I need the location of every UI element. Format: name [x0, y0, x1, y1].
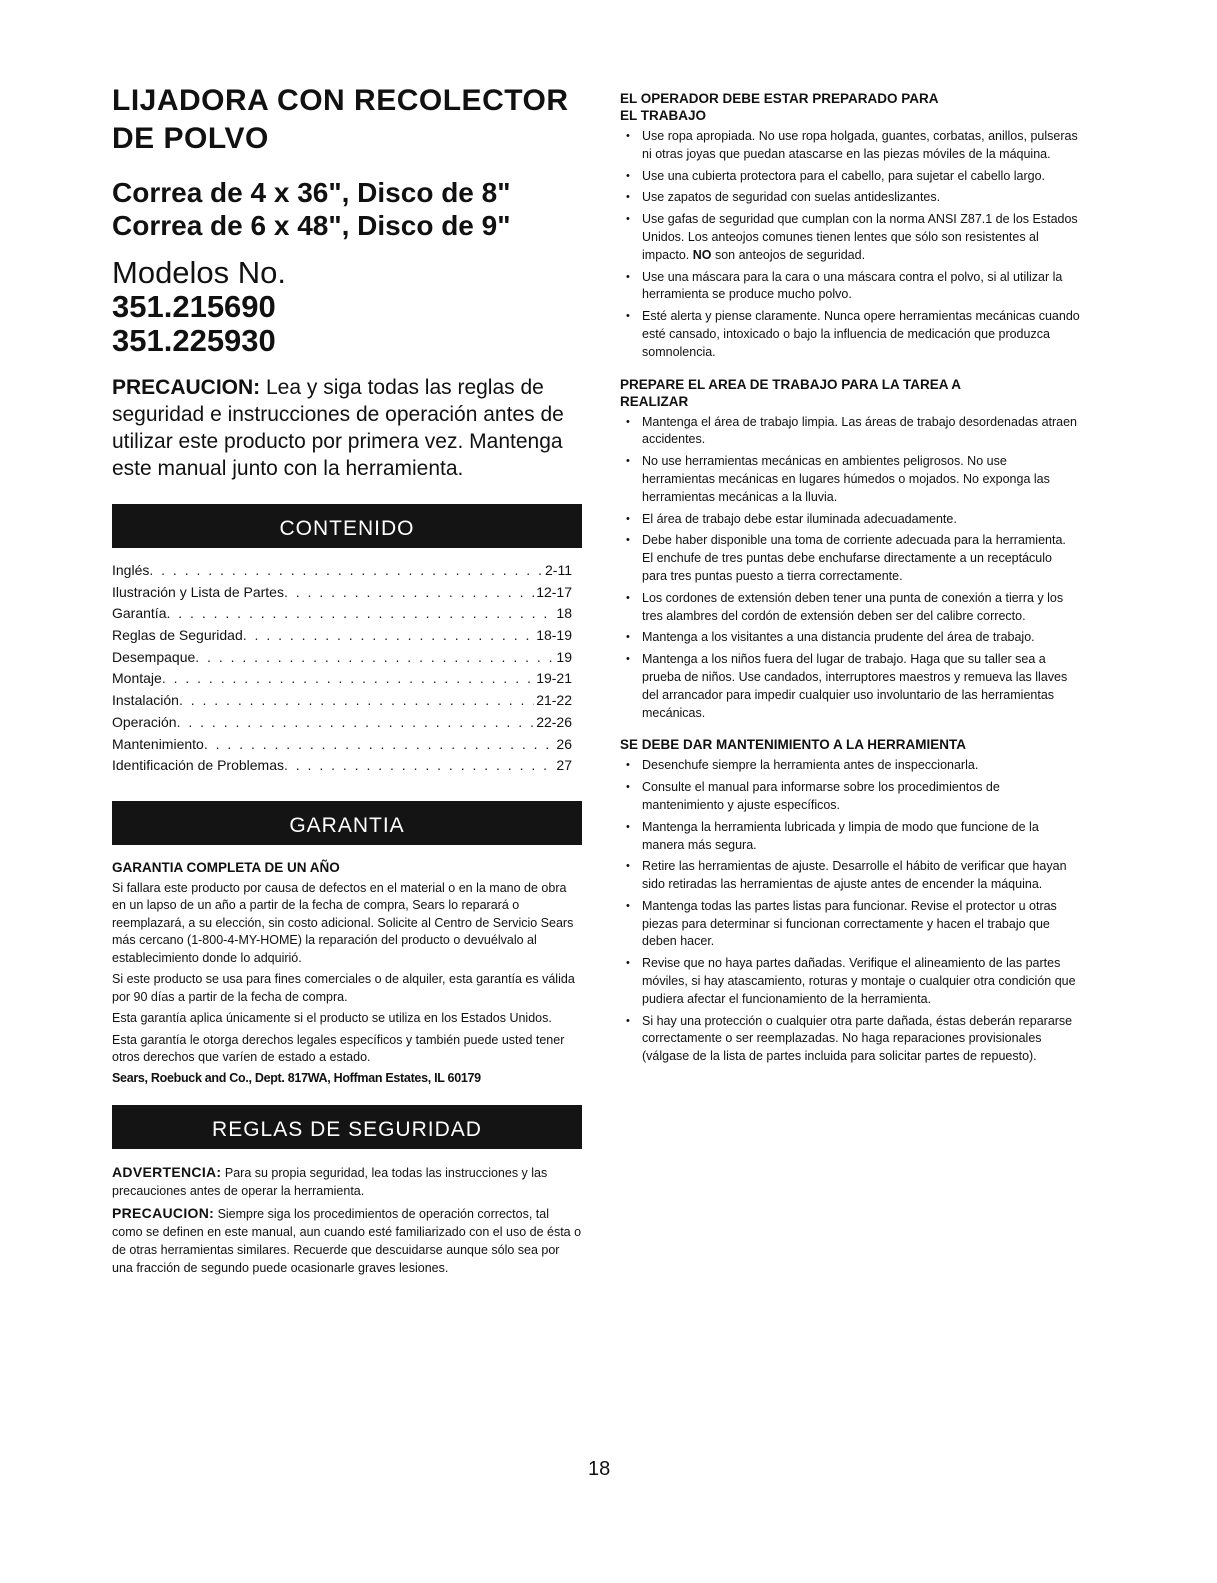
warranty-paragraph: Esta garantía aplica únicamente si el producto se utiliza en los Estados Unidos.	[112, 1011, 552, 1026]
models-label: Modelos No.	[112, 255, 287, 290]
document-title-line-1: LIJADORA CON RECOLECTOR	[112, 84, 569, 117]
list-item-text: Use una máscara para la cara o una máscara contra el polvo, si al utilizar la herramienta se produce mucho polvo.	[642, 269, 1063, 302]
work-area-heading-line-1: PREPARE EL AREA DE TRABAJO PARA LA TAREA A	[620, 376, 962, 392]
contents-item-label: Desempaque	[112, 648, 196, 665]
list-item-text: Use gafas de seguridad que cumplan con la norma ANSI Z87.1 de los Estados Unidos. Los anteojos comunes tienen lentes que sólo son resistentes al impacto.	[642, 212, 1078, 262]
maintenance-rules-list	[620, 757, 1080, 1066]
list-item	[620, 168, 1080, 186]
right-column	[620, 90, 1080, 1070]
safety-caution	[112, 1204, 582, 1277]
list-item	[620, 308, 1080, 361]
list-item-emphasis: NO	[692, 247, 712, 262]
contents-item	[112, 647, 572, 669]
contents-item-label: Inglés	[112, 562, 150, 578]
list-item: • Consulte el manual para informarse sobre los procedimientos de mantenimiento y ajuste específicos.	[620, 779, 1080, 815]
left-column	[112, 82, 582, 1277]
contents-item-label: Reglas de Seguridad	[112, 627, 243, 644]
list-item	[620, 269, 1080, 305]
subtitle-line-2: Correa de 6 x 48", Disco de 9"	[112, 210, 511, 241]
contents-item	[112, 603, 572, 625]
list-item	[620, 189, 1080, 207]
list-item	[620, 211, 1080, 264]
contents-item-label: Ilustración y Lista de Partes	[112, 583, 284, 600]
warranty-paragraph: Si este producto se usa para fines comerciales o de alquiler, esta garantía es válida por 90 días a partir de la fecha de compra.	[112, 972, 575, 1004]
caution-text: Lea y siga todas las reglas de seguridad e instrucciones de operación antes de utilizar este producto por primera vez. Mantenga este manual junto con la herramienta.	[112, 376, 564, 480]
contents-item-page: 19-21	[536, 670, 572, 687]
contents-leader-dots	[284, 582, 534, 604]
contents-item-label: Instalación	[112, 692, 179, 709]
contents-item-label: Mantenimiento	[112, 735, 204, 752]
list-item: • Mantenga la herramienta lubricada y limpia de modo que funcione de la manera más segura.	[620, 819, 1080, 855]
sears-address: Sears, Roebuck and Co., Dept. 817WA, Hoffman Estates, IL 60179	[112, 1070, 481, 1085]
contents-item	[112, 668, 572, 690]
caution-keyword: PRECAUCION:	[112, 376, 261, 399]
contents-item	[112, 734, 572, 756]
caution-text: Siempre siga los procedimientos de operación correctos, tal como se definen en este manual, aun cuando esté familiarizado con el uso de ésta o de otras herramientas similares. Recuerde que descuidarse aunque sólo sea por una fracción de segundo puede ocasionarle graves lesiones.	[112, 1206, 582, 1275]
contents-item-label: Operación	[112, 713, 177, 730]
warranty-heading-band: GARANTIA	[112, 801, 582, 845]
maintenance-heading: SE DEBE DAR MANTENIMIENTO A LA HERRAMIENTA	[620, 737, 967, 753]
work-area-rules-list	[620, 414, 1080, 723]
contents-leader-dots	[204, 734, 555, 756]
list-item: • Revise que no haya partes dañadas. Verifique el alineamiento de las partes móviles, si hay atascamiento, roturas y montaje o cualquier otra condición que pudiera afectar el funcionamiento de la herramienta.	[620, 955, 1080, 1008]
list-item-text: son anteojos de seguridad.	[711, 247, 866, 262]
contents-item-page: 2-11	[545, 562, 572, 578]
list-item: • El área de trabajo debe estar iluminada adecuadamente.	[620, 511, 1080, 529]
operator-heading-line-2: EL TRABAJO	[620, 108, 707, 123]
contents-leader-dots	[179, 690, 534, 712]
model-number-1: 351.215690	[112, 289, 276, 324]
contents-item	[112, 560, 572, 582]
caution-keyword: PRECAUCION:	[112, 1204, 215, 1221]
list-item: • Retire las herramientas de ajuste. Desarrolle el hábito de verificar que hayan sido retiradas las herramientas de ajuste antes de encender la máquina.	[620, 858, 1080, 894]
contents-item-page: 12-17	[536, 583, 572, 600]
document-title-line-2: DE POLVO	[112, 122, 269, 155]
list-item: • Debe haber disponible una toma de corriente adecuada para la herramienta. El enchufe de tres puntas debe enchufarse directamente a un receptáculo para tres puntas puesto a tierra correctamente.	[620, 532, 1080, 585]
contents-leader-dots	[177, 712, 535, 734]
safety-heading-band: REGLAS DE SEGURIDAD	[112, 1105, 582, 1149]
list-item: • Mantenga a los niños fuera del lugar de trabajo. Haga que su taller sea a prueba de niños. Use candados, interruptores maestros y remueva las llaves del arrancador para impedir cualquier uso involuntario de las herramientas mecánicas.	[620, 651, 1080, 722]
list-item: • Mantenga el área de trabajo limpia. Las áreas de trabajo desordenadas atraen accidentes.	[620, 414, 1080, 450]
contents-list	[112, 560, 572, 777]
contents-leader-dots	[162, 668, 534, 690]
list-item-text: Use ropa apropiada. No use ropa holgada, guantes, corbatas, anillos, pulseras ni otras joyas que puedan atascarse en las piezas móviles de la máquina.	[642, 129, 1078, 161]
subtitle-line-1: Correa de 4 x 36", Disco de 8"	[112, 177, 511, 208]
model-number-2: 351.225930	[112, 323, 276, 358]
contents-leader-dots	[284, 755, 554, 777]
contents-leader-dots	[149, 560, 543, 582]
contents-item-page: 21-22	[536, 692, 572, 709]
list-item: • No use herramientas mecánicas en ambientes peligrosos. No use herramientas mecánicas en lugares húmedos o mojados. No exponga las herramientas mecánicas a la lluvia.	[620, 453, 1080, 506]
contents-item	[112, 625, 572, 647]
warranty-paragraph: Si fallara este producto por causa de defectos en el material o en la mano de obra en un lapso de un año a partir de la fecha de compra, Sears lo reparará o reemplazará, a su elección, sin costo adicional. Solicite al Centro de Servicio Sears más cercano (1-800-4-MY-HOME) la reparación del producto o devuélvalo al establecimiento donde lo adquirió.	[112, 880, 574, 965]
list-item: • Si hay una protección o cualquier otra parte dañada, éstas deberán repararse correctamente o ser reemplazadas. No haga reparaciones provisionales (válgase de la lista de partes incluida para solicitar partes de repuesto).	[620, 1013, 1080, 1066]
contents-item-label: Garantía	[112, 605, 167, 622]
list-item	[620, 128, 1080, 164]
contents-item-label: Identificación de Problemas	[112, 757, 284, 774]
contents-item-page: 18	[556, 605, 572, 622]
contents-item	[112, 582, 572, 604]
contents-leader-dots	[243, 625, 534, 647]
contents-item-page: 18-19	[536, 627, 572, 644]
list-item-text: Use zapatos de seguridad con suelas antideslizantes.	[642, 190, 941, 205]
contents-item	[112, 712, 572, 734]
warning-keyword: ADVERTENCIA:	[112, 1163, 222, 1180]
contents-item-page: 26	[556, 735, 572, 752]
contents-item	[112, 755, 572, 777]
work-area-heading-line-2: REALIZAR	[620, 393, 689, 409]
contents-item-page: 19	[556, 648, 572, 665]
operator-rules-list	[620, 128, 1080, 362]
contents-item-page: 27	[556, 757, 572, 774]
operator-heading-line-1: EL OPERADOR DEBE ESTAR PREPARADO PARA	[620, 91, 939, 106]
contents-item-label: Montaje	[112, 670, 162, 687]
list-item-text: Use una cubierta protectora para el cabello, para sujetar el cabello largo.	[642, 168, 1046, 183]
contents-heading-band: CONTENIDO	[112, 504, 582, 548]
list-item: • Mantenga todas las partes listas para funcionar. Revise el protector u otras piezas para determinar si funcionan correctamente y hacen el trabajo que deben hacer.	[620, 898, 1080, 951]
warranty-subheading: GARANTIA COMPLETA DE UN AÑO	[112, 859, 340, 875]
contents-leader-dots	[166, 603, 554, 625]
contents-leader-dots	[195, 647, 554, 669]
contents-item-page: 22-26	[536, 713, 572, 730]
list-item-text: Esté alerta y piense claramente. Nunca opere herramientas mecánicas cuando esté cansado, intoxicado o bajo la influencia de medicación que produzca somnolencia.	[642, 309, 1080, 359]
list-item: • Desenchufe siempre la herramienta antes de inspeccionarla.	[620, 757, 1080, 775]
list-item: • Los cordones de extensión deben tener una punta de conexión a tierra y los tres alambres del cordón de extensión deben ser del calibre correcto.	[620, 590, 1080, 626]
warranty-paragraph: Esta garantía le otorga derechos legales específicos y también puede usted tener otros derechos que varíen de estado a estado.	[112, 1032, 565, 1065]
page-number: 18	[588, 1458, 611, 1480]
caution-intro	[112, 374, 582, 482]
warning-text: Para su propia seguridad, lea todas las instrucciones y las precauciones antes de operar la herramienta.	[112, 1165, 548, 1198]
list-item: • Mantenga a los visitantes a una distancia prudente del área de trabajo.	[620, 629, 1080, 647]
safety-warning	[112, 1163, 582, 1200]
contents-item	[112, 690, 572, 712]
